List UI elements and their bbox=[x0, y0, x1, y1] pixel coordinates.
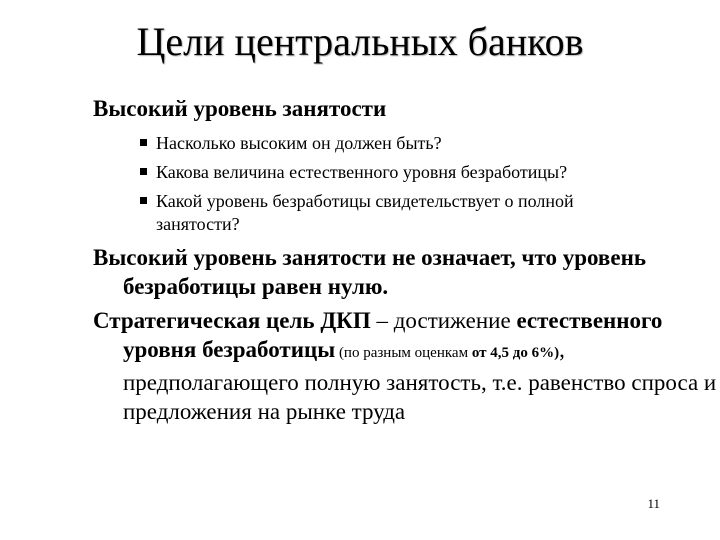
bullet-item bbox=[140, 132, 660, 155]
slide-title: Цели центральных банков bbox=[136, 19, 584, 64]
section-heading: Высокий уровень занятости bbox=[93, 96, 387, 121]
square-bullet-icon bbox=[140, 139, 147, 146]
square-bullet-icon bbox=[140, 168, 147, 175]
page-number: 11 bbox=[647, 496, 660, 511]
bullet-text: Какова величина естественного уровня безработицы? bbox=[156, 162, 568, 182]
estimate-note: (по разным оценкам bbox=[335, 345, 472, 361]
estimate-range: от 4,5 до 6%) bbox=[471, 345, 560, 361]
bullet-text: Насколько высоким он должен быть? bbox=[156, 133, 442, 153]
paragraph-employment: Высокий уровень занятости не означает, что уровень безработицы равен нулю. bbox=[93, 245, 646, 299]
bullet-list bbox=[140, 132, 660, 242]
square-bullet-icon bbox=[140, 197, 147, 204]
bullet-item bbox=[140, 161, 660, 184]
bullet-item bbox=[140, 190, 660, 236]
dash-text: – достижение bbox=[370, 308, 517, 333]
bullet-text: Какой уровень безработицы свидетельствует о полной занятости? bbox=[156, 191, 574, 234]
paragraph-rest: , предполагающего полную занятость, т.е. равенство спроса и предложения на рынке труда bbox=[123, 337, 717, 424]
paragraph-strategic-goal bbox=[93, 306, 720, 426]
natural-unemployment-label: естественного уровня безработицы bbox=[123, 308, 663, 362]
strategic-goal-label: Стратегическая цель ДКП bbox=[93, 308, 371, 333]
